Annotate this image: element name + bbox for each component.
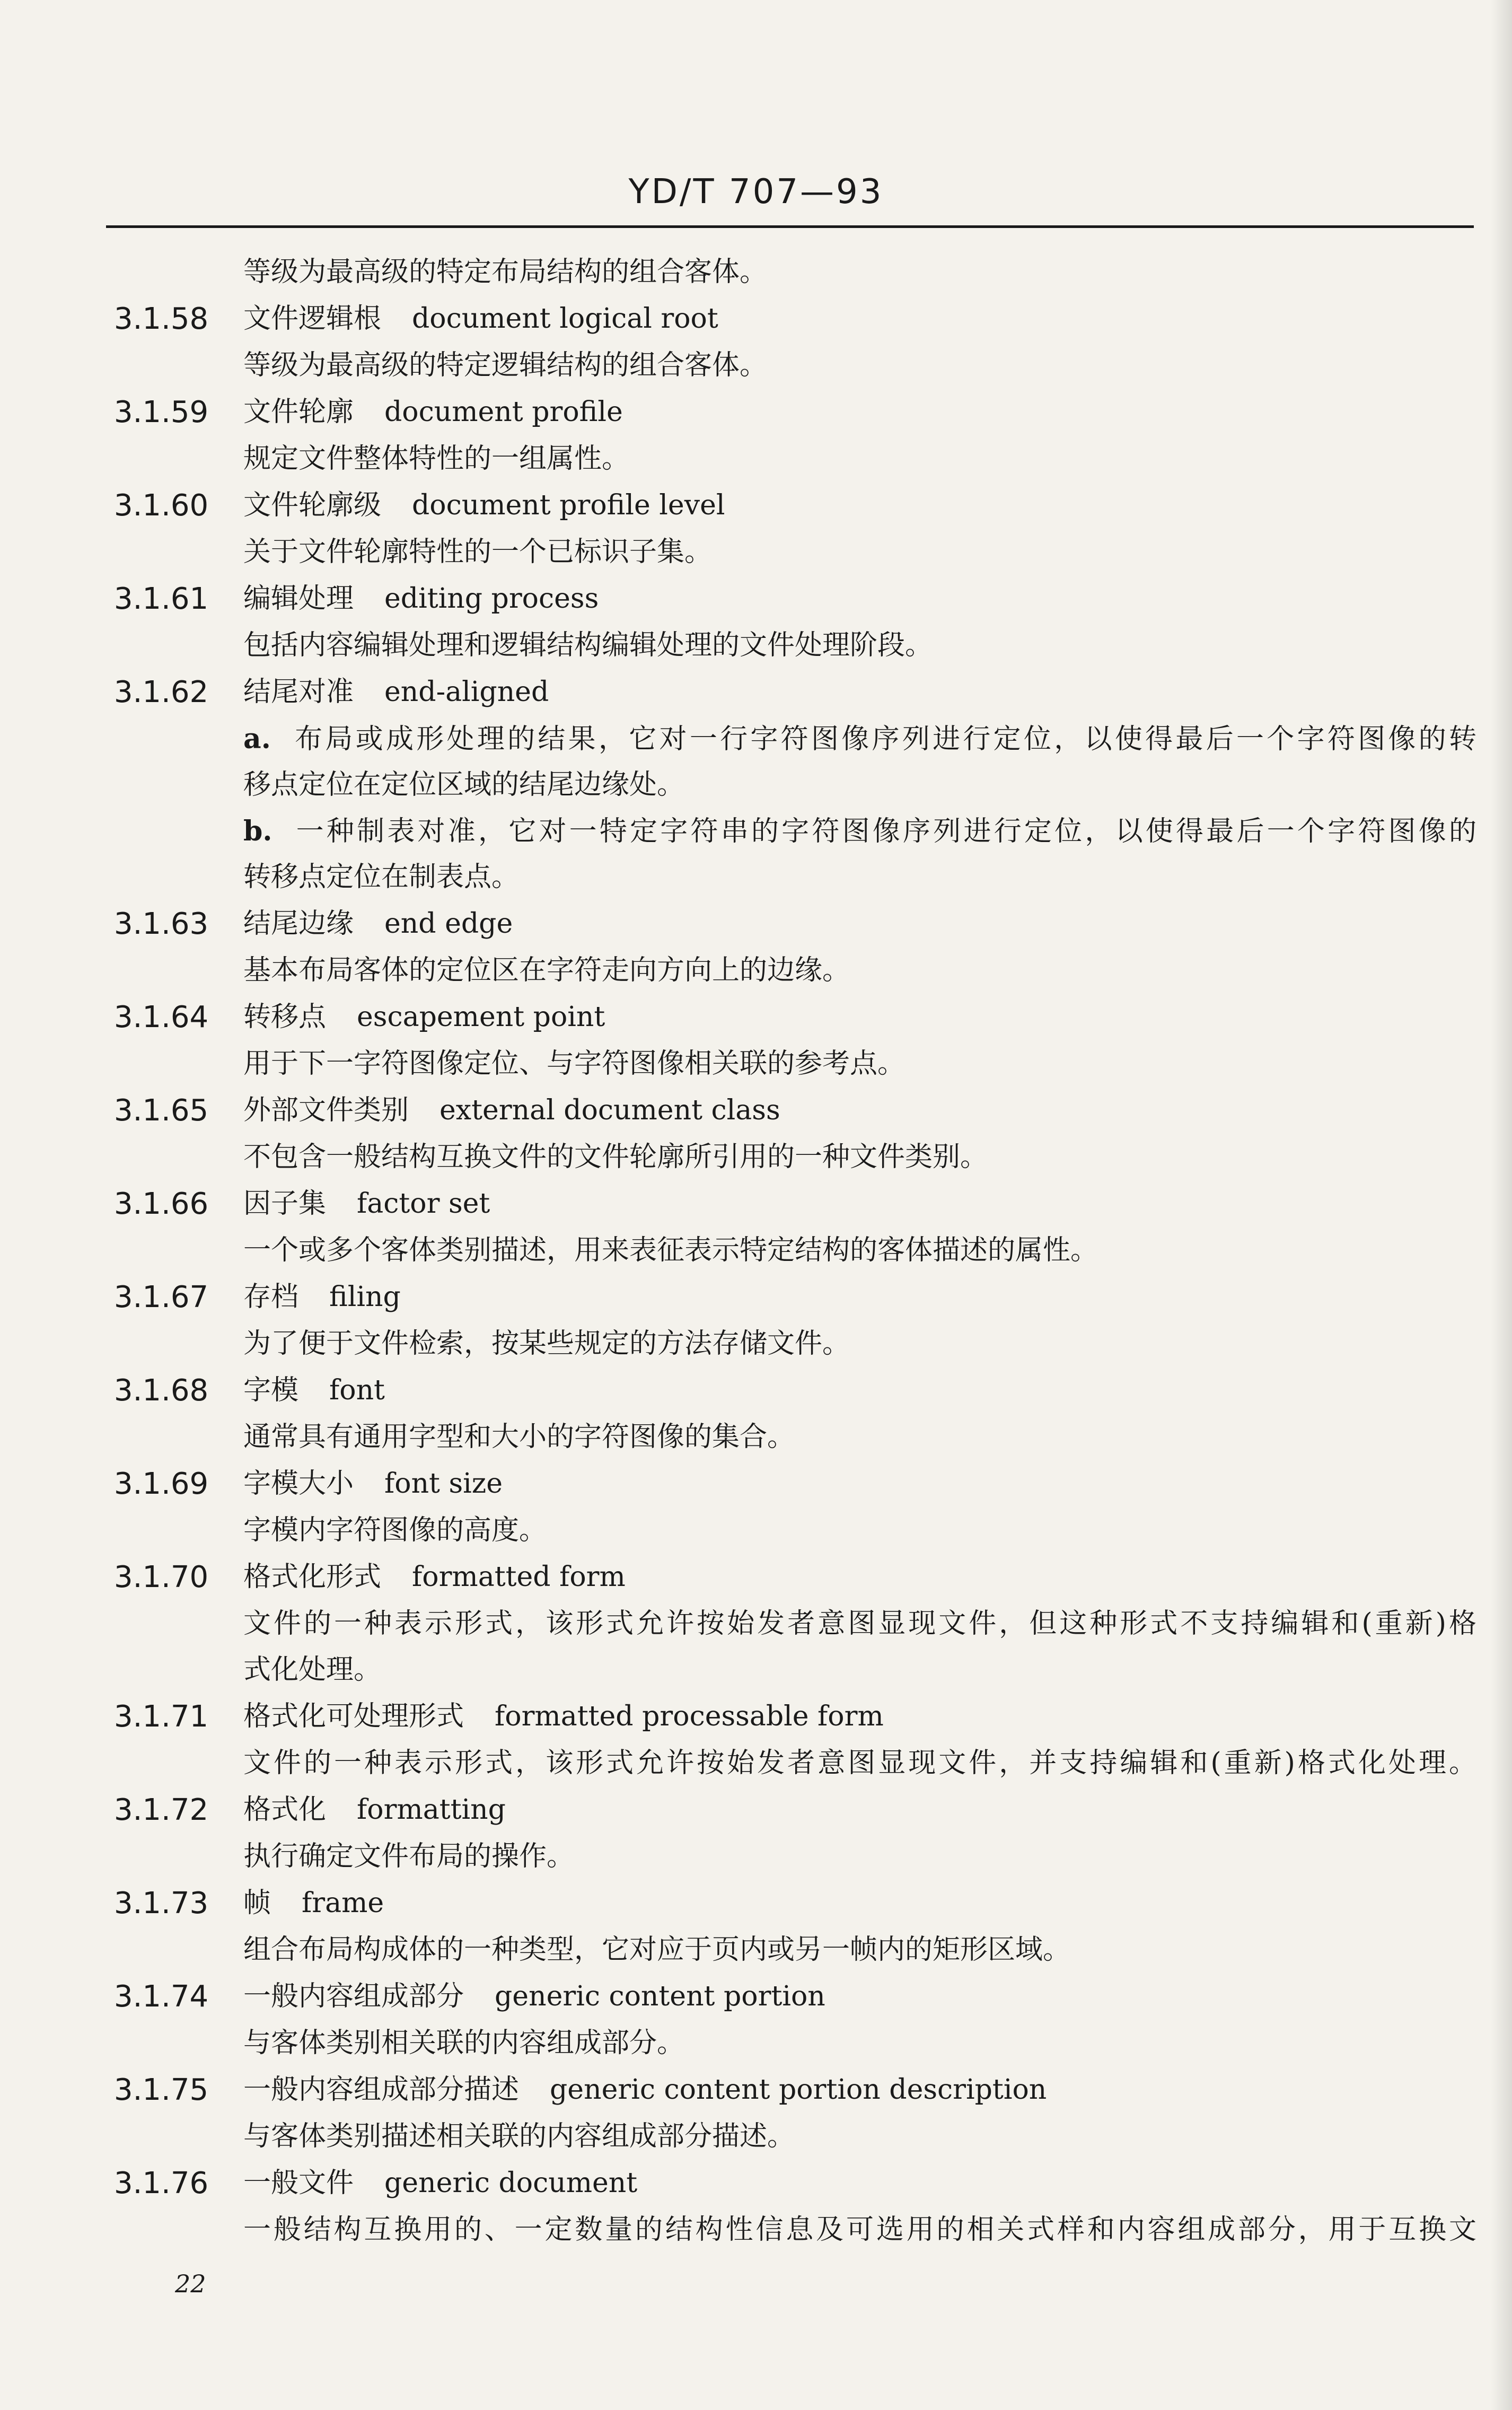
entry-3-1-66	[114, 1180, 1476, 1228]
definition-line	[114, 1321, 1476, 1367]
term-english: end edge	[384, 908, 513, 940]
entry-3-1-72	[114, 1786, 1476, 1834]
definition-text: 用于下一字符图像定位、与字符图像相关联的参考点。	[243, 1048, 906, 1080]
term-english: generic content portion	[495, 1980, 825, 2012]
term-english: escapement point	[357, 1001, 605, 1033]
entry-number: 3.1.61	[114, 582, 209, 616]
term-chinese: 转移点 escapement point	[243, 1001, 605, 1033]
definition-text: 文件的一种表示形式，该形式允许按始发者意图显现文件，但这种形式不支持编辑和(重新)格	[243, 1608, 1476, 1640]
page-header: YD/T 707—93	[628, 172, 884, 212]
definition-text: a. 布局或成形处理的结果，它对一行字符图像序列进行定位，以使得最后一个字符图像的转	[243, 723, 1476, 755]
term-chinese: 存档 filing	[243, 1281, 401, 1313]
definition-line	[114, 1508, 1476, 1554]
entry-3-1-62	[114, 669, 1476, 716]
definition-text: 等级为最高级的特定逻辑结构的组合客体。	[243, 349, 768, 381]
entry-3-1-58	[114, 295, 1476, 343]
definition-text: b. 一种制表对准，它对一特定字符串的字符图像序列进行定位，以使得最后一个字符图像的	[243, 815, 1476, 847]
definition-line	[114, 762, 1476, 808]
entry-3-1-60	[114, 482, 1476, 529]
term-english: document logical root	[412, 303, 718, 335]
definition-text: 执行确定文件布局的操作。	[243, 1841, 575, 1872]
item-label: b.	[243, 815, 272, 847]
entry-3-1-74	[114, 1973, 1476, 2020]
definition-line	[114, 1414, 1476, 1460]
entry-3-1-75	[114, 2066, 1476, 2114]
term-english: factor set	[357, 1188, 490, 1220]
entry-number: 3.1.73	[114, 1886, 209, 1921]
definition-line	[114, 1927, 1476, 1973]
definition-text: 通常具有通用字型和大小的字符图像的集合。	[243, 1421, 795, 1453]
entry-number: 3.1.72	[114, 1793, 209, 1827]
term-chinese: 编辑处理 editing process	[243, 583, 599, 615]
entry-number: 3.1.64	[114, 1000, 209, 1035]
definition-text: 规定文件整体特性的一组属性。	[243, 443, 630, 475]
term-chinese: 一般内容组成部分 generic content portion	[243, 1980, 825, 2012]
term-chinese: 字模大小 font size	[243, 1468, 503, 1500]
definition-line	[114, 1041, 1476, 1087]
term-english: editing process	[384, 583, 599, 615]
term-english: font	[329, 1374, 385, 1406]
term-english: filing	[329, 1281, 401, 1313]
term-english: external document class	[439, 1094, 780, 1126]
term-chinese: 文件轮廓 document profile	[243, 396, 623, 428]
definition-line	[114, 2207, 1476, 2253]
definition-text: 组合布局构成体的一种类型，它对应于页内或另一帧内的矩形区域。	[243, 1934, 1071, 1966]
entry-3-1-63	[114, 900, 1476, 948]
entry-number: 3.1.65	[114, 1093, 209, 1128]
term-chinese: 外部文件类别 external document class	[243, 1094, 780, 1126]
definition-line	[114, 2114, 1476, 2160]
term-chinese: 结尾对准 end-aligned	[243, 676, 549, 708]
definition-text: 一般结构互换用的、一定数量的结构性信息及可选用的相关式样和内容组成部分，用于互换文	[243, 2214, 1476, 2246]
term-english: formatting	[357, 1794, 506, 1826]
definition-text: 等级为最高级的特定布局结构的组合客体。	[243, 256, 768, 288]
definition-line	[114, 436, 1476, 482]
definition-line	[114, 1834, 1476, 1880]
definition-text: 文件的一种表示形式，该形式允许按始发者意图显现文件，并支持编辑和(重新)格式化处理。	[243, 1747, 1476, 1779]
term-chinese: 格式化形式 formatted form	[243, 1561, 626, 1593]
definition-text: 一个或多个客体类别描述，用来表征表示特定结构的客体描述的属性。	[243, 1234, 1098, 1266]
header-rule	[106, 225, 1474, 228]
entry-3-1-59	[114, 389, 1476, 436]
term-english: document profile level	[412, 489, 725, 521]
lead-in-line	[114, 249, 1476, 295]
entry-number: 3.1.66	[114, 1187, 209, 1221]
definition-text: 移点定位在定位区域的结尾边缘处。	[243, 769, 685, 801]
entry-3-1-68	[114, 1367, 1476, 1414]
entry-3-1-64	[114, 994, 1476, 1041]
entry-number: 3.1.75	[114, 2073, 209, 2107]
entry-3-1-67	[114, 1274, 1476, 1321]
term-chinese: 帧 frame	[243, 1887, 384, 1919]
term-english: frame	[302, 1887, 384, 1919]
definition-line	[114, 716, 1476, 762]
definition-text: 包括内容编辑处理和逻辑结构编辑处理的文件处理阶段。	[243, 629, 933, 661]
definition-line	[114, 1647, 1476, 1693]
entry-number: 3.1.74	[114, 1979, 209, 2014]
term-chinese: 一般内容组成部分描述 generic content portion description	[243, 2074, 1047, 2106]
term-chinese: 字模 font	[243, 1374, 385, 1406]
term-chinese: 文件轮廓级 document profile level	[243, 489, 725, 521]
entry-number: 3.1.70	[114, 1560, 209, 1594]
page-edge-shadow	[1491, 0, 1512, 2410]
entry-number: 3.1.62	[114, 675, 209, 709]
definition-text: 关于文件轮廓特性的一个已标识子集。	[243, 536, 713, 568]
definition-line	[114, 1134, 1476, 1180]
entry-3-1-69	[114, 1460, 1476, 1508]
entry-number: 3.1.71	[114, 1699, 209, 1734]
term-english: end-aligned	[384, 676, 549, 708]
term-english: generic document	[384, 2167, 638, 2199]
term-chinese: 一般文件 generic document	[243, 2167, 638, 2199]
definition-text: 不包含一般结构互换文件的文件轮廓所引用的一种文件类别。	[243, 1141, 988, 1173]
definition-line	[114, 854, 1476, 900]
page-number: 22	[175, 2269, 206, 2298]
term-english: font size	[384, 1468, 503, 1500]
entry-number: 3.1.63	[114, 907, 209, 941]
definition-line	[114, 948, 1476, 994]
definition-line	[114, 2020, 1476, 2066]
definition-line	[114, 343, 1476, 389]
term-chinese: 结尾边缘 end edge	[243, 908, 513, 940]
term-english: formatted processable form	[495, 1701, 884, 1732]
entry-3-1-70	[114, 1554, 1476, 1601]
definition-text: 基本布局客体的定位区在字符走向方向上的边缘。	[243, 954, 850, 986]
entry-3-1-65	[114, 1087, 1476, 1134]
definition-line	[114, 808, 1476, 854]
definition-text: 与客体类别相关联的内容组成部分。	[243, 2027, 685, 2059]
definition-line	[114, 1228, 1476, 1274]
definition-text: 与客体类别描述相关联的内容组成部分描述。	[243, 2120, 795, 2152]
entry-number: 3.1.60	[114, 488, 209, 523]
entry-3-1-71	[114, 1693, 1476, 1740]
document-body	[114, 249, 1476, 2253]
entry-number: 3.1.68	[114, 1373, 209, 1408]
definition-text: 字模内字符图像的高度。	[243, 1514, 547, 1546]
entry-3-1-73	[114, 1880, 1476, 1927]
entry-number: 3.1.59	[114, 395, 209, 430]
entry-3-1-61	[114, 575, 1476, 623]
entry-number: 3.1.58	[114, 302, 209, 336]
entry-number: 3.1.76	[114, 2166, 209, 2201]
definition-line	[114, 623, 1476, 669]
definition-text: 为了便于文件检索，按某些规定的方法存储文件。	[243, 1328, 850, 1360]
entry-number: 3.1.69	[114, 1467, 209, 1501]
term-chinese: 因子集 factor set	[243, 1188, 490, 1220]
definition-line	[114, 1740, 1476, 1786]
item-label: a.	[243, 723, 271, 755]
definition-line	[114, 1601, 1476, 1647]
entry-number: 3.1.67	[114, 1280, 209, 1314]
term-english: formatted form	[412, 1561, 626, 1593]
term-english: generic content portion description	[550, 2074, 1047, 2106]
term-english: document profile	[384, 396, 623, 428]
definition-text: 转移点定位在制表点。	[243, 861, 520, 893]
definition-text: 式化处理。	[243, 1654, 382, 1686]
definition-line	[114, 529, 1476, 575]
term-chinese: 文件逻辑根 document logical root	[243, 303, 718, 335]
term-chinese: 格式化可处理形式 formatted processable form	[243, 1701, 884, 1732]
entry-3-1-76	[114, 2160, 1476, 2207]
term-chinese: 格式化 formatting	[243, 1794, 506, 1826]
